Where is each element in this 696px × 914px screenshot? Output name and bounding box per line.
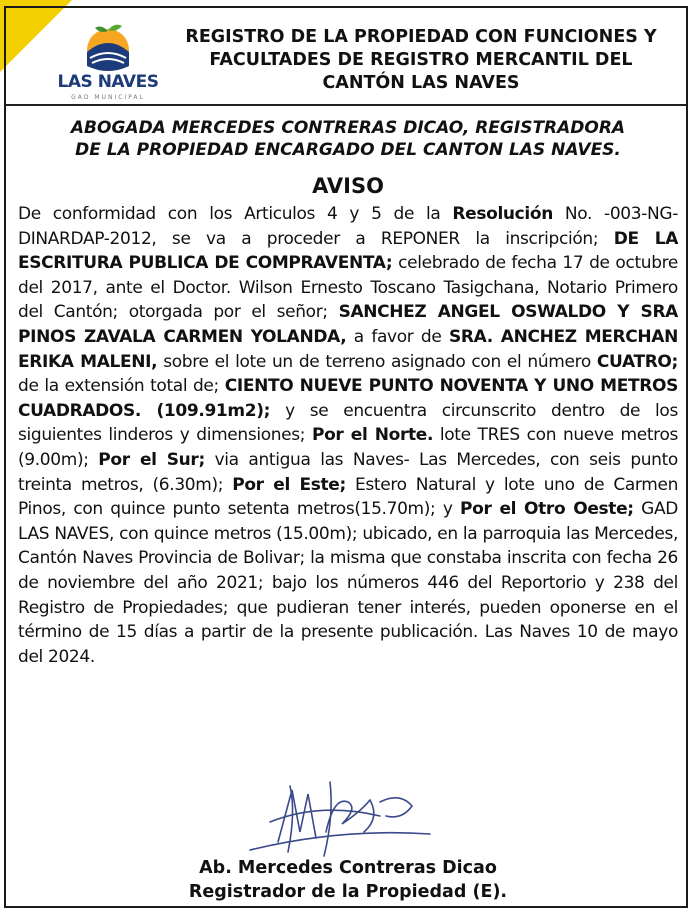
notice-text: celebrado de fecha 17 de octubre del 2017, ante el Doctor. Wilson Ernesto Toscano Tasigchana, Notario Primero del Cantón; otorgada por el señor;: [18, 253, 679, 323]
notice-text-bold: SANCHEZ ANGEL OSWALDO Y SRA PINOS ZAVALA CARMEN YOLANDA,: [18, 302, 678, 347]
signer-role: Registrador de la Propiedad (E).: [188, 882, 508, 902]
notice-body: [18, 202, 678, 669]
notice-text-bold: Por el Norte.: [311, 425, 434, 446]
subtitle-line: DE LA PROPIEDAD ENCARGADO DEL CANTON LAS NAVES.: [75, 140, 621, 160]
header-title-line: REGISTRO DE LA PROPIEDAD CON FUNCIONES Y: [185, 27, 657, 47]
notice-text-bold: Resolución: [452, 204, 553, 224]
header-title-line: CANTÓN LAS NAVES: [322, 73, 520, 93]
notice-text: y se encuentra circunscrito dentro de los siguientes linderos y dimensiones;: [18, 400, 678, 446]
registrar-subtitle: [14, 117, 682, 161]
signature-icon: [230, 772, 450, 862]
notice-text-bold: Por el Sur;: [98, 449, 205, 470]
notice-text-bold: CUATRO;: [596, 351, 678, 372]
notice-text-bold: Por el Otro Oeste;: [460, 499, 634, 520]
notice-text: de la extensión total de;: [18, 376, 225, 397]
notice-text: No. -003-NG- DINARDAP-2012, se va a proceder a REPONER la inscripción;: [18, 204, 678, 249]
logo-subtitle: GAD MUNICIPAL: [71, 94, 145, 101]
notice-text-bold: DE LA ESCRITURA PUBLICA DE COMPRAVENTA;: [18, 228, 679, 274]
notice-heading: AVISO: [312, 174, 384, 198]
notice-text: sobre el lote un de terreno asignado con el número: [157, 351, 597, 372]
notice-text: a favor de: [346, 326, 449, 347]
notice-text-bold: Por el Este;: [232, 474, 346, 495]
logo-emblem-icon: [52, 22, 164, 72]
header-title-line: FACULTADES DE REGISTRO MERCANTIL DEL: [209, 50, 633, 70]
signer-name: Ab. Mercedes Contreras Dicao: [199, 858, 497, 878]
notice-text: De conformidad con los Articulos 4 y 5 de la: [18, 204, 453, 224]
notice-text: Estero Natural y lote uno de Carmen Pinos, con quince punto setenta metros(15.70m); y: [18, 474, 678, 520]
logo: [52, 22, 164, 104]
notice-text-bold: SRA. ANCHEZ MERCHAN ERIKA MALENI,: [18, 326, 678, 372]
signer-block: [0, 856, 696, 904]
notice-text-bold: CIENTO NUEVE PUNTO NOVENTA Y UNO METROS CUADRADOS. (109.91m2);: [18, 376, 678, 421]
notice-text: via antigua las Naves- Las Mercedes, con seis punto treinta metros, (6.30m);: [18, 449, 678, 495]
notice-text: GAD LAS NAVES, con quince metros (15.00m); ubicado, en la parroquia las Mercedes, Cantón Naves Provincia de Bolivar; la misma que constaba inscrita con fecha 26 de noviembre del año 2021; bajo los números 446 del Reportorio y 238 del Registro de Propiedades; que pudieran tener interés, pueden oponerse en el término de 15 días a partir de la presente publicación. Las Naves 10 de mayo del 2024.: [18, 499, 679, 667]
header-title: [156, 26, 686, 95]
logo-name: LAS NAVES: [57, 72, 159, 92]
header: [6, 8, 686, 106]
subtitle-line: ABOGADA MERCEDES CONTRERAS DICAO, REGISTRADORA: [70, 118, 626, 138]
notice-text: lote TRES con nueve metros (9.00m);: [18, 425, 679, 470]
